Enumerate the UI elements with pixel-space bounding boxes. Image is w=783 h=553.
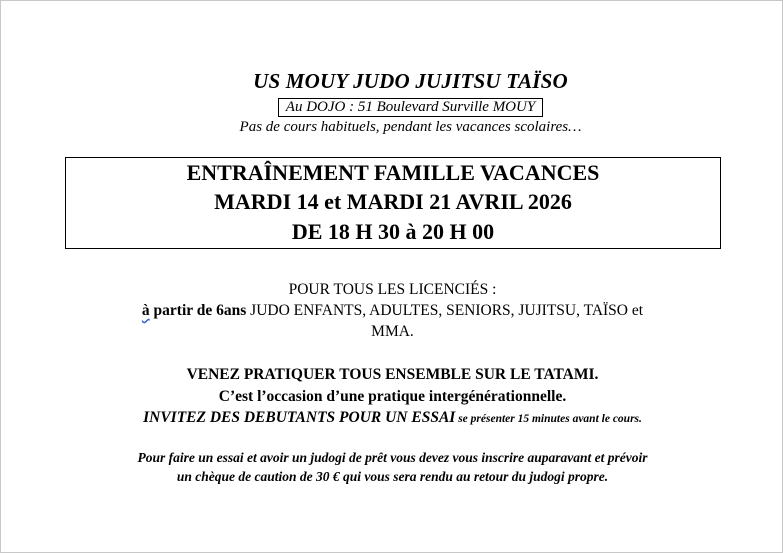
opportunity-text: C’est l’occasion d’une pratique intergénérationnelle. <box>218 388 567 405</box>
no-classes-note: Pas de cours habituels, pendant les vacances scolaires… <box>239 119 582 135</box>
invite-line <box>1 409 783 427</box>
arrive-early-note: se présenter 15 minutes avant le cours. <box>455 413 642 425</box>
audience-heading: POUR TOUS LES LICENCIÉS : <box>288 281 497 298</box>
event-box <box>65 157 721 249</box>
invite-beginners: INVITEZ DES DEBUTANTS POUR UN ESSAI <box>143 409 456 426</box>
event-time: DE 18 H 30 à 20 H 00 <box>291 219 495 244</box>
trial-info-line-1: Pour faire un essai et avoir un judogi de prêt vous devez vous inscrire auparavant et prévoir <box>137 450 648 465</box>
age-prefix: partir de 6ans <box>149 302 247 319</box>
club-title: US MOUY JUDO JUJITSU TAÏSO <box>253 69 568 93</box>
dojo-address: Au DOJO : 51 Boulevard Surville MOUY <box>278 98 543 117</box>
trial-info-line-2: un chèque de caution de 30 € qui vous sera rendu au retour du judogi propre. <box>176 469 609 484</box>
address-container <box>19 98 783 117</box>
disciplines-line-2: MMA. <box>371 323 414 340</box>
disciplines-line-1: JUDO ENFANTS, ADULTES, SENIORS, JUJITSU, TAÏSO et <box>246 302 644 319</box>
age-prefix-letter: à <box>141 302 150 319</box>
come-practice-text: VENEZ PRATIQUER TOUS ENSEMBLE SUR LE TATAMI. <box>186 366 599 383</box>
event-title: ENTRAÎNEMENT FAMILLE VACANCES <box>186 160 600 185</box>
audience-line-1 <box>1 302 783 320</box>
event-dates: MARDI 14 et MARDI 21 AVRIL 2026 <box>214 189 572 214</box>
